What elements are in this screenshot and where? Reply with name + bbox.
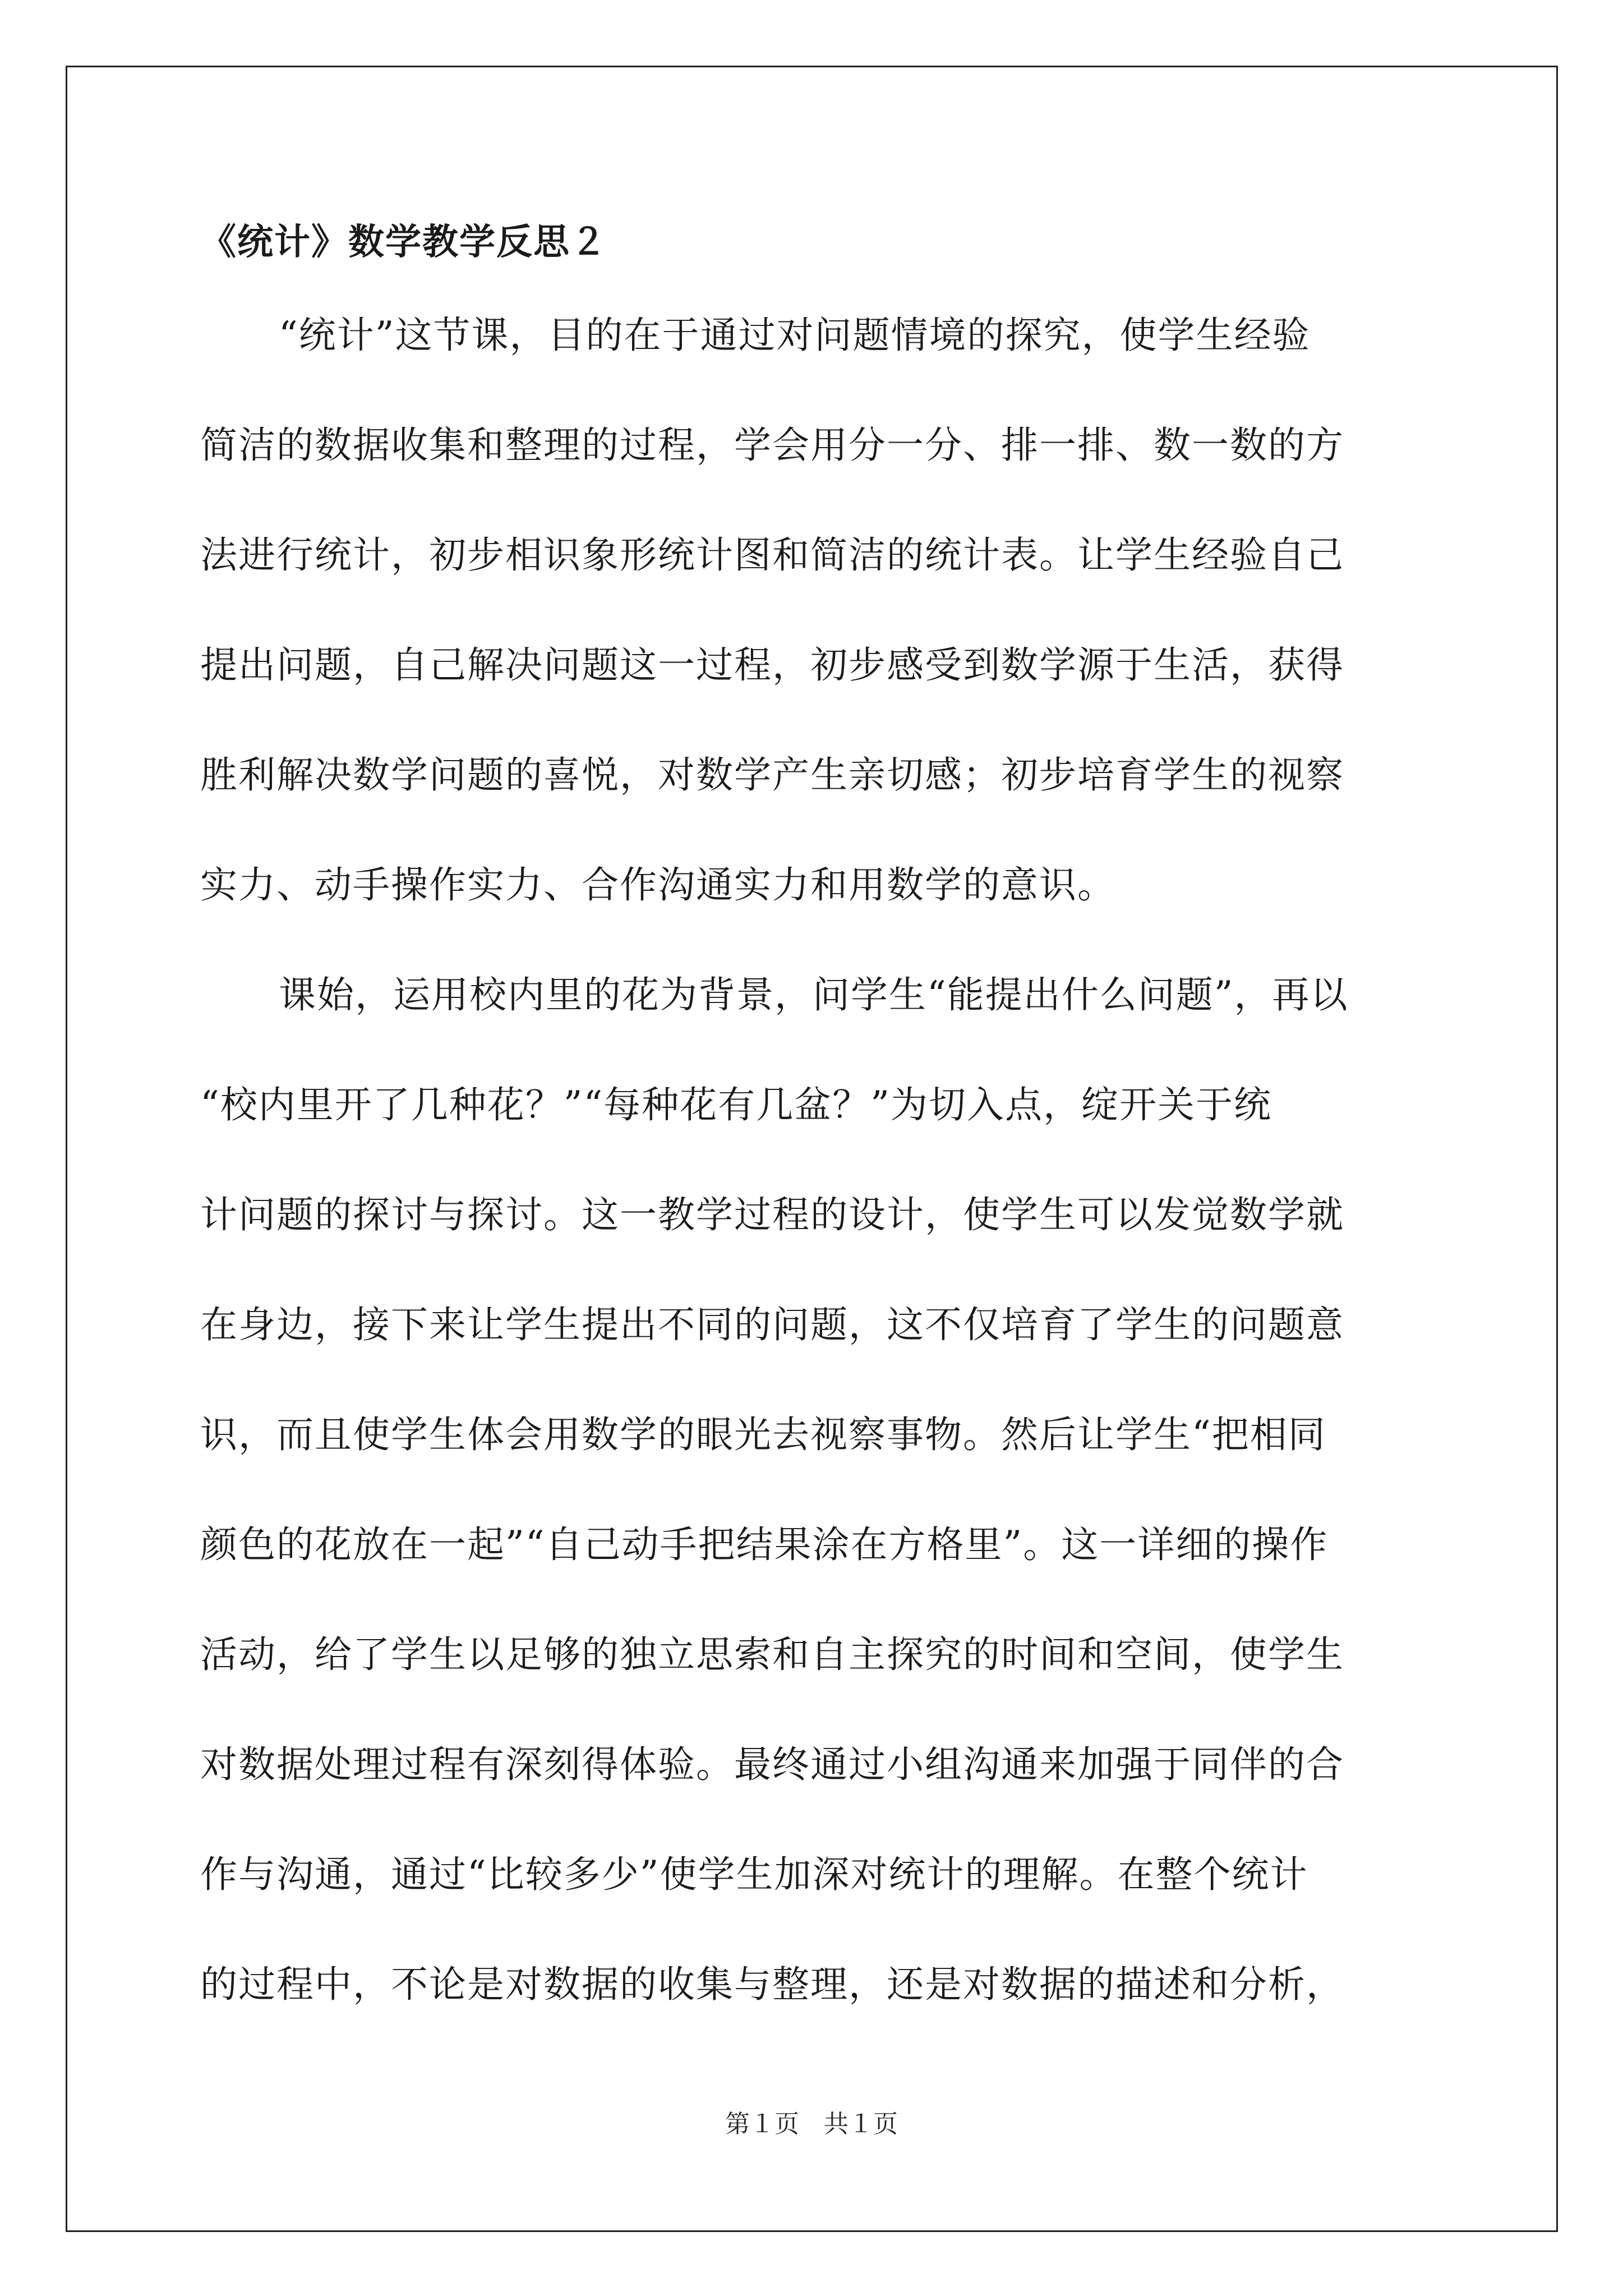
- paragraph-line: 提出问题，自己解决问题这一过程，初步感受到数学源于生活，获得: [200, 643, 1344, 687]
- paragraph-line: 胜利解决数学问题的喜悦，对数学产生亲切感；初步培育学生的视察: [200, 753, 1344, 797]
- paragraph-line: 实力、动手操作实力、合作沟通实力和用数学的意识。: [200, 863, 1115, 907]
- paragraph-2: [200, 940, 1434, 2040]
- paragraph-1: [200, 280, 1434, 940]
- page-footer: [0, 2110, 1623, 2138]
- document-body: [200, 221, 1434, 2040]
- paragraph-line: 课始，运用校内里的花为背景，问学生“能提出什么问题”，再以: [279, 973, 1349, 1016]
- paragraph-line: 计问题的探讨与探讨。这一教学过程的设计，使学生可以发觉数学就: [200, 1193, 1344, 1236]
- paragraph-line: 作与沟通，通过“比较多少”使学生加深对统计的理解。在整个统计: [200, 1853, 1308, 1896]
- paragraph-line: 对数据处理过程有深刻得体验。最终通过小组沟通来加强于同伴的合: [200, 1743, 1344, 1786]
- document-title: 《统计》数学教学反思２: [200, 221, 607, 263]
- paragraph-line: “统计”这节课，目的在于通过对问题情境的探究，使学生经验: [279, 314, 1311, 357]
- paragraph-line: 识，而且使学生体会用数学的眼光去视察事物。然后让学生“把相同: [200, 1413, 1326, 1456]
- paragraph-line: 活动，给了学生以足够的独立思索和自主探究的时间和空间，使学生: [200, 1633, 1344, 1676]
- paragraph-line: 简洁的数据收集和整理的过程，学会用分一分、排一排、数一数的方: [200, 424, 1344, 467]
- page-number: 第１页: [725, 2110, 799, 2138]
- page-total: 共１页: [824, 2110, 898, 2138]
- paragraph-line: 法进行统计，初步相识象形统计图和简洁的统计表。让学生经验自己: [200, 533, 1344, 577]
- paragraph-line: 在身边，接下来让学生提出不同的问题，这不仅培育了学生的问题意: [200, 1303, 1344, 1346]
- paragraph-line: 颜色的花放在一起”“自己动手把结果涂在方格里”。这一详细的操作: [200, 1523, 1329, 1566]
- paragraph-line: 的过程中，不论是对数据的收集与整理，还是对数据的描述和分析，: [200, 1963, 1344, 2006]
- paragraph-line: “校内里开了几种花？”“每种花有几盆？”为切入点，绽开关于统: [200, 1083, 1272, 1126]
